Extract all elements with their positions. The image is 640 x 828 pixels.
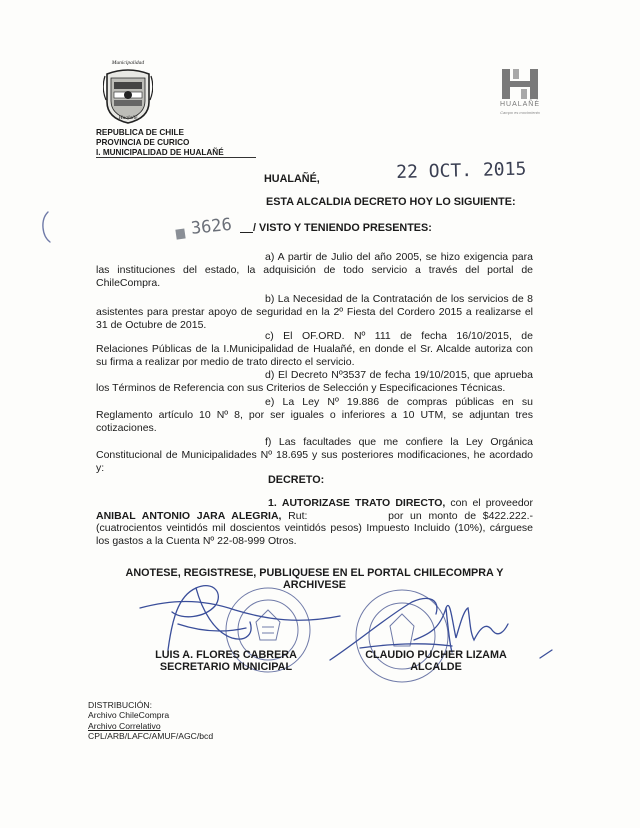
secretary-name: LUIS A. FLORES CABRERA	[155, 649, 297, 661]
logo-tagline: Campo es movimiento	[500, 110, 540, 115]
city-label: HUALAÑÉ,	[264, 173, 320, 185]
distribution-line: Archivo ChileCompra	[88, 710, 170, 721]
item-tail: con el proveedor	[445, 497, 533, 509]
considerando-b: b) La Necesidad de la Contratación de los servicios de 8 asistentes para prestar apoyo de seguridad en la 2º Fiesta del Cordero 2015 a realizarse el 31 de Octubre de 2015.	[96, 293, 533, 331]
mayor-signature-block	[346, 650, 526, 673]
decree-number: 3626	[190, 214, 233, 239]
secretary-signature-block	[146, 650, 306, 673]
visto-heading: / VISTO Y TENIENDO PRESENTES:	[253, 222, 432, 234]
alcaldia-heading: ESTA ALCALDIA DECRETO HOY LO SIGUIENTE:	[266, 196, 516, 208]
considerando-a: a) A partir de Julio del año 2005, se hizo exigencia para las instituciones del estado, la adquisición de todo servicio a través del portal de ChileCompra.	[96, 251, 533, 289]
distribution-title: DISTRIBUCIÓN:	[88, 700, 152, 710]
mayor-name: CLAUDIO PUCHER LIZAMA	[365, 649, 507, 661]
item-heading: AUTORIZASE TRATO DIRECTO,	[281, 497, 446, 509]
considerando-d: d) El Decreto Nº3537 de fecha 19/10/2015, que aprueba los Términos de Referencia con sus Criterios de Selección y Especificaciones Técnicas.	[96, 369, 533, 394]
org-line-municipality: I. MUNICIPALIDAD DE HUALAÑÉ	[96, 148, 224, 157]
org-line-province: PROVINCIA DE CURICO	[96, 138, 190, 147]
crest-top-text: Municipalidad	[111, 60, 145, 66]
distribution-list	[88, 700, 213, 742]
distribution-line: Archivo Correlativo	[88, 720, 161, 731]
provider-name: ANIBAL ANTONIO JARA ALEGRIA,	[96, 509, 282, 522]
distribution-line: CPL/ARB/LAFC/AMUF/AGC/bcd	[88, 731, 214, 742]
crest-bottom-text: Hualañé	[118, 115, 138, 121]
secretary-title: SECRETARIO MUNICIPAL	[159, 660, 293, 673]
considerando-c: c) El OF.ORD. Nº 111 de fecha 16/10/2015, de Relaciones Públicas de la I.Municipalidad de Hualañé, en donde el Sr. Alcalde autoriza con su firma a realizar por medio de trato directo el servicio.	[96, 330, 533, 368]
decreto-heading: DECRETO:	[268, 474, 325, 486]
org-line-country: REPUBLICA DE CHILE	[96, 128, 184, 137]
considerando-e: e) La Ley Nº 19.886 de compras públicas en su Reglamento artículo 10 Nº 8, por ser iguales o inferiores a 10 UTM, se adjuntan tres cotizaciones.	[96, 396, 533, 434]
date-stamp: 22 OCT. 2015	[396, 158, 527, 183]
rut-label: Rut:	[281, 509, 308, 522]
considerando-f: f) Las facultades que me confiere la Ley Orgánica Constitucional de Municipalidades Nº 18.695 y sus posteriores modificaciones, he acordado y:	[96, 436, 533, 474]
item-number: 1.	[268, 497, 277, 509]
logo-name: HUALAÑÉ	[499, 101, 541, 108]
mayor-title: ALCALDE	[410, 660, 462, 673]
amount-text: por un monto de $422.222.- (cuatrocientos veintidós mil doscientos veintidós pesos) Impuesto Incluido (10%), cárguese los gastos a la Cuenta Nº 22-08-999 Otros.	[96, 509, 533, 547]
margin-mark-icon	[43, 212, 50, 242]
anotese-clause: ANOTESE, REGISTRESE, PUBLIQUESE EN EL PORTAL CHILECOMPRA Y ARCHIVESE	[125, 567, 504, 591]
